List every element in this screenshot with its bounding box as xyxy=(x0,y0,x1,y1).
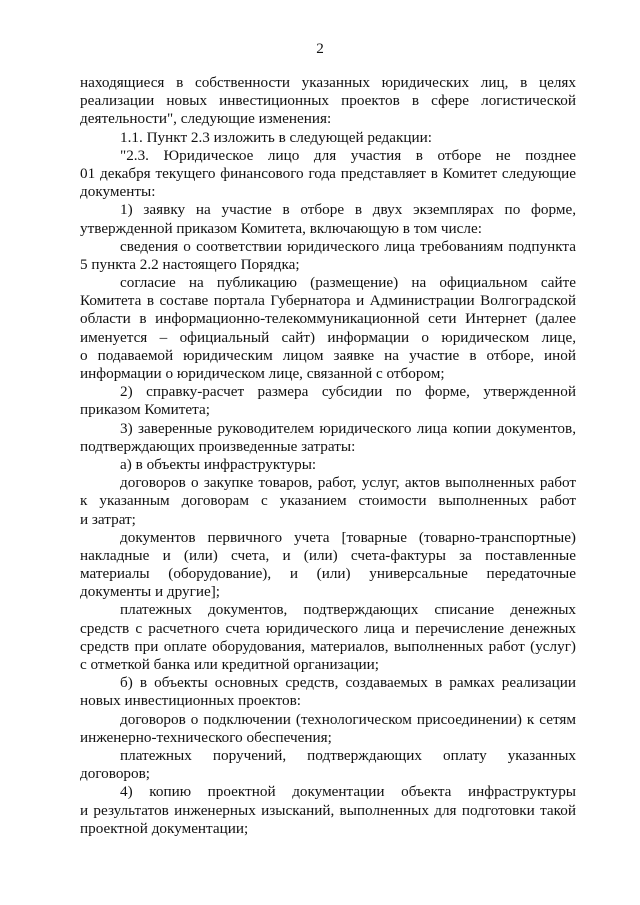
text-line: договоров о закупке товаров, работ, услуг, актов выполненных работ xyxy=(120,474,576,492)
text-line: области в информационно-телекоммуникационной сети Интернет (далее xyxy=(80,310,576,328)
text-line: именуется – официальный сайт) информации о юридическом лице, xyxy=(80,328,576,346)
text-line: новых инвестиционных проектов: xyxy=(80,692,301,710)
text-line: документы и другие]; xyxy=(80,583,221,601)
text-line: платежных поручений, подтверждающих оплату указанных xyxy=(120,746,576,764)
text-line: информации о юридическом лице, связанной с отбором; xyxy=(80,365,445,382)
text-line: 3) заверенные руководителем юридического лица копии документов, xyxy=(120,419,576,437)
text-line: подтверждающих произведенные затраты: xyxy=(80,437,356,455)
text-line: реализации новых инвестиционных проектов в сфере логистической xyxy=(80,92,576,110)
text-line: средств с расчетного счета юридического лица и перечисление денежных xyxy=(80,619,576,637)
text-line: 1.1. Пункт 2.3 изложить в следующей редакции: xyxy=(120,128,433,146)
text-line: а) в объекты инфраструктуры: xyxy=(120,455,317,473)
text-line: 01 декабря текущего финансового года представляет в Комитет следующие xyxy=(80,164,576,182)
text-line: проектной документации; xyxy=(80,819,249,837)
text-line: с отметкой банка или кредитной организации; xyxy=(80,656,380,673)
text-line: утвержденной приказом Комитета, включающую в том числе: xyxy=(80,219,482,237)
text-line: накладные и (или) счета, и (или) счета-фактуры за поставленные xyxy=(80,546,576,564)
text-line: согласие на публикацию (размещение) на официальном сайте xyxy=(120,274,576,292)
text-line: приказом Комитета; xyxy=(80,401,210,419)
text-line: 2) справку-расчет размера субсидии по форме, утвержденной xyxy=(120,383,576,401)
text-line: документов первичного учета [товарные (товарно-транспортные) xyxy=(120,528,576,546)
text-line: инженерно-технического обеспечения; xyxy=(80,728,332,746)
text-line: находящиеся в собственности указанных юридических лиц, в целях xyxy=(80,74,576,91)
text-line: Комитета в составе портала Губернатора и Администрации Волгоградской xyxy=(80,292,576,310)
text-line: документы: xyxy=(80,183,156,201)
text-line: договоров о подключении (технологическом присоединении) к сетям xyxy=(120,710,576,728)
text-line: б) в объекты основных средств, создаваемых в рамках реализации xyxy=(120,674,576,692)
text-line: материалы (оборудование), и (или) универсальные передаточные xyxy=(80,565,576,583)
text-line: "2.3. Юридическое лицо для участия в отборе не позднее xyxy=(120,146,576,164)
text-line: платежных документов, подтверждающих списание денежных xyxy=(120,601,576,619)
text-line: сведения о соответствии юридического лица требованиям подпункта xyxy=(120,237,576,255)
text-line: средств при оплате оборудования, материалов, выполненных работ (услуг) xyxy=(80,637,576,655)
page-number: 2 xyxy=(316,40,324,57)
text-line: и затрат; xyxy=(80,510,136,528)
text-line: 1) заявку на участие в отборе в двух экземплярах по форме, xyxy=(120,201,576,219)
text-line: и результатов инженерных изысканий, выполненных для подготовки такой xyxy=(80,801,576,819)
text-line: к указанным договорам с указанием стоимости выполненных работ xyxy=(80,492,576,510)
text-line: договоров; xyxy=(80,765,151,783)
text-line: о подаваемой юридическим лицом заявке на участие в отборе, иной xyxy=(80,346,576,364)
document-body xyxy=(80,74,576,838)
text-line: 5 пункта 2.2 настоящего Порядка; xyxy=(80,255,300,273)
text-line: 4) копию проектной документации объекта инфраструктуры xyxy=(120,783,576,801)
text-line: деятельности", следующие изменения: xyxy=(80,110,332,128)
